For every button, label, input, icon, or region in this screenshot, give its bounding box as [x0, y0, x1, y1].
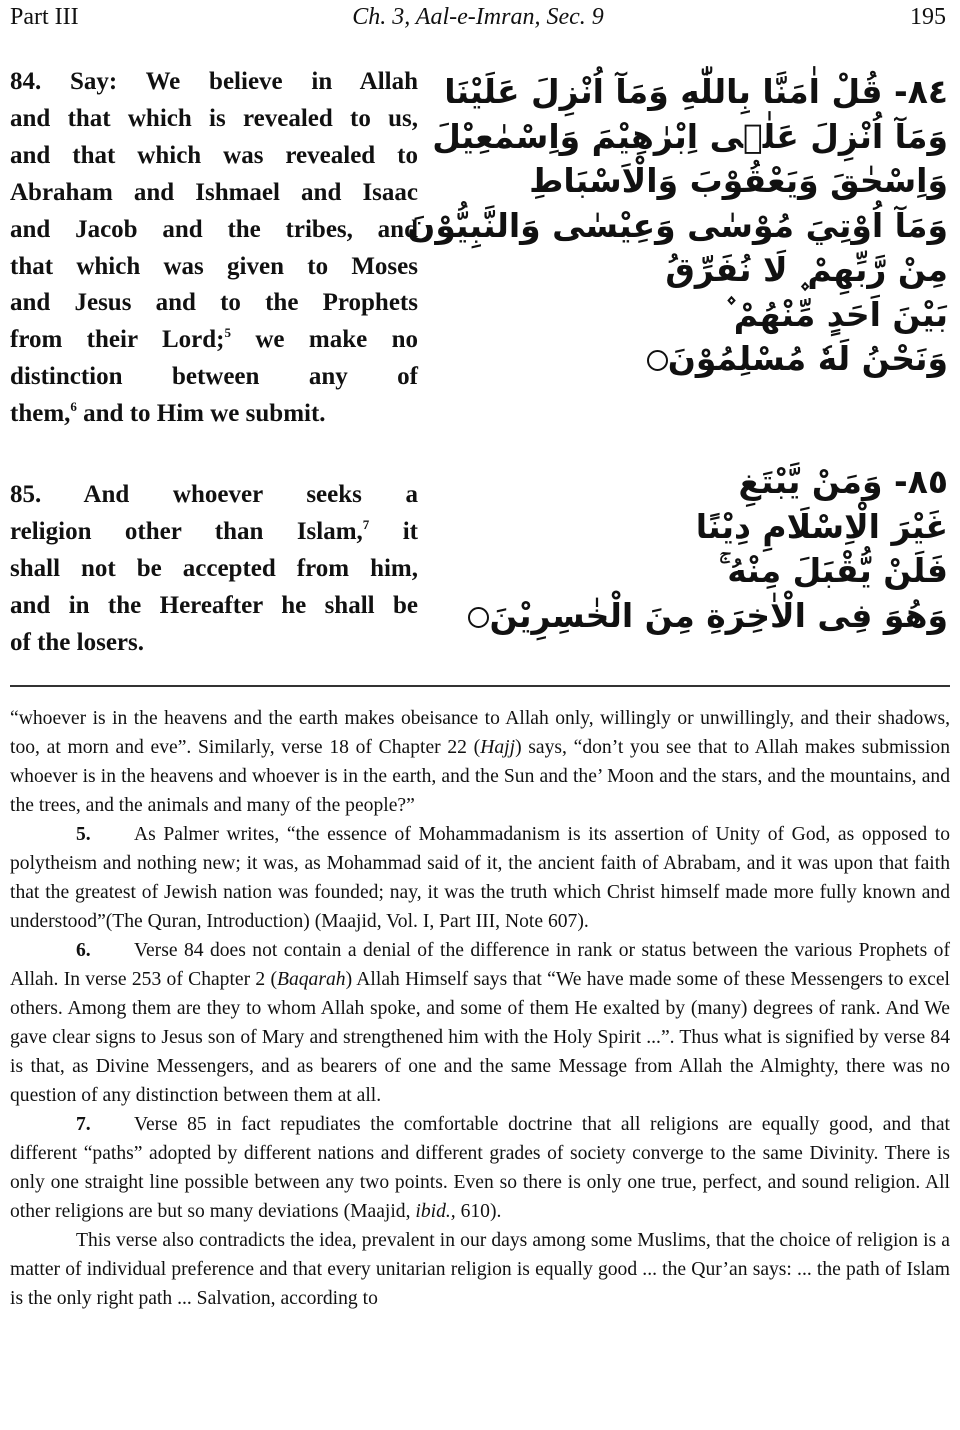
footnote-divider: [10, 685, 950, 687]
verse-line: 85. And whoever seeks a: [10, 481, 418, 508]
arabic-line: [538, 337, 948, 382]
note-number: 7.: [76, 1114, 91, 1135]
verse-line: and Jacob and the tribes, and: [10, 215, 418, 243]
note-text: ) says, “don’t you see that to Allah makes submission whoever is in the heavens and whoever is in the earth, and the Sun and the’ Moon and the stars, and the mountains, and the trees, and the animals and many of the people?”: [10, 737, 950, 816]
note-number: 5.: [76, 824, 91, 845]
verse-85-arabic: [489, 460, 948, 638]
verse-text: religion other than Islam,: [10, 517, 363, 545]
note-text: As Palmer writes, “the essence of Mohammadanism is its assertion of Unity of God, as opposed to polytheism and nothing new; it was, as Mohammad said of it, the ancient faith of Abrabam, and it was upon that faith that the greatest of Jewish nation was founded; nay, it was the truth which Christ himself made more fully known and understood”(The Quran, Introduction) (Maajid, Vol. I, Part III, Note 607).: [10, 824, 950, 932]
arabic-text: وَنَحْنُ لَهٗ مُسْلِمُوْنَ: [667, 339, 948, 378]
verse-84-arabic: [407, 70, 948, 382]
verse-line: of the losers.: [10, 628, 144, 656]
verse-line: [10, 514, 418, 551]
page-header: [10, 4, 946, 36]
footnote-ref-6[interactable]: 6: [70, 399, 77, 415]
chapter-title: Ch. 3, Aal-e-Imran, Sec. 9: [352, 4, 604, 30]
verse-end-circle-icon: [468, 607, 489, 628]
verse-line: [10, 322, 418, 359]
verse-line: shall not be accepted from him,: [10, 554, 418, 582]
part-label: Part III: [10, 4, 79, 30]
arabic-line: وَمَآ اُنْزِلَ عَلٰۤى اِبْرٰهِيْمَ وَاِسْمٰعِيْلَ: [432, 116, 948, 156]
note-text: ) Allah Himself says that “We have made some of these Messengers to excel others. Among them are they to whom Allah spoke, and some of them He exalted by (many) degrees of rank. And We gave clear signs to Jesus son of Mary and strengthened him with the Holy Spirit ...”. Thus what is signified by verse 84 is that, as Divine Messengers, and as bearers of one and the same Message from Allah the Almighty, there was no question of any distinction between them at all.: [10, 969, 950, 1106]
verse-line: and Jesus and to the Prophets: [10, 289, 418, 317]
note-6: [10, 936, 950, 1110]
verse-line: that which was given to Moses: [10, 252, 418, 280]
note-italic: Baqarah: [277, 969, 346, 990]
verse-end-circle-icon: [647, 350, 668, 371]
arabic-line: فَلَنْ يُّقْبَلَ مِنْهُ ۚ: [719, 551, 948, 590]
verse-text: them,: [10, 400, 71, 428]
arabic-line: بَيْنَ اَحَدٍ مِّنْهُمْ ۫: [725, 294, 948, 334]
footnotes: [10, 704, 950, 1313]
arabic-line: ٨٤- قُلْ اٰمَنَّا بِاللّٰهِ وَمَآ اُنْزِلَ عَلَيْنَا: [444, 72, 948, 111]
arabic-line: وَاِسْحٰقَ وَيَعْقُوْبَ وَالْاَسْبَاطِ: [529, 161, 948, 200]
verse-line: distinction between any of: [10, 363, 418, 391]
note-text: “whoever is in the heavens and the earth makes obeisance to Allah only, willingly or unwillingly, and their shadows, too, at morn and eve”. Similarly, verse 18 of Chapter 22 (: [10, 708, 950, 758]
page-number: 195: [910, 4, 946, 30]
note-italic: ibid.,: [415, 1201, 456, 1222]
verse-text: and to Him we submit.: [76, 400, 326, 428]
arabic-line: [489, 594, 948, 639]
note-text: 610).: [455, 1201, 502, 1222]
verse-line: and that which is revealed to us,: [10, 104, 418, 132]
note-text: Verse 84 does not contain a denial of the difference in rank or status between the various Prophets of Allah. In verse 253 of Chapter 2 (: [10, 940, 950, 990]
verse-line: 84. Say: We believe in Allah: [10, 68, 418, 95]
arabic-line: مِنْ رَّبِّهِمْ ۪ لَا نُفَرِّقُ: [665, 250, 948, 289]
note-7: [10, 1110, 950, 1226]
verse-line: and in the Hereafter he shall be: [10, 591, 418, 619]
arabic-line: غَيْرَ الْاِسْلَامِ دِيْنًا: [695, 506, 948, 546]
note-italic: Hajj: [480, 737, 516, 758]
note-text: Verse 85 in fact repudiates the comfortable doctrine that all religions are equally good, and that different “paths” adopted by different nations and different grades of society converge to the same Divinity. There is only one straight line possible between any two points. Even so there is only one true, perfect, and sound religion. All other religions are but so many deviations (Maajid,: [10, 1114, 950, 1222]
note-last-paragraph: This verse also contradicts the idea, prevalent in our days among some Muslims, that the choice of religion is a matter of individual preference and that every unitarian religion is equally good ... the Qur’an says: ... the path of Islam is the only right path ... Salvation, according to: [10, 1230, 950, 1309]
arabic-text: وَهُوَ فِى الْاٰخِرَةِ مِنَ الْخٰسِرِيْنَ: [489, 595, 948, 635]
arabic-line: وَمَآ اُوْتِيَ مُوْسٰى وَعِيْسٰى وَالنَّبِيُّوْنَ: [407, 205, 948, 245]
verse-line: and that which was revealed to: [10, 141, 418, 169]
footnote-ref-5[interactable]: 5: [224, 325, 231, 341]
verse-line: [10, 396, 418, 433]
footnote-ref-7[interactable]: 7: [362, 516, 370, 532]
arabic-line: ٨٥- وَمَنْ يَّبْتَغِ: [738, 462, 948, 501]
verse-text: it: [369, 517, 418, 545]
verse-text: from their Lord;: [10, 326, 225, 354]
verse-text: we make no: [230, 326, 418, 354]
verse-85-translation: [10, 477, 418, 662]
verse-84-translation: [10, 64, 418, 433]
verse-line: Abraham and Ishmael and Isaac: [10, 178, 418, 206]
note-continuation: [10, 704, 950, 820]
note-5: [10, 820, 950, 936]
note-number: 6.: [76, 940, 91, 961]
